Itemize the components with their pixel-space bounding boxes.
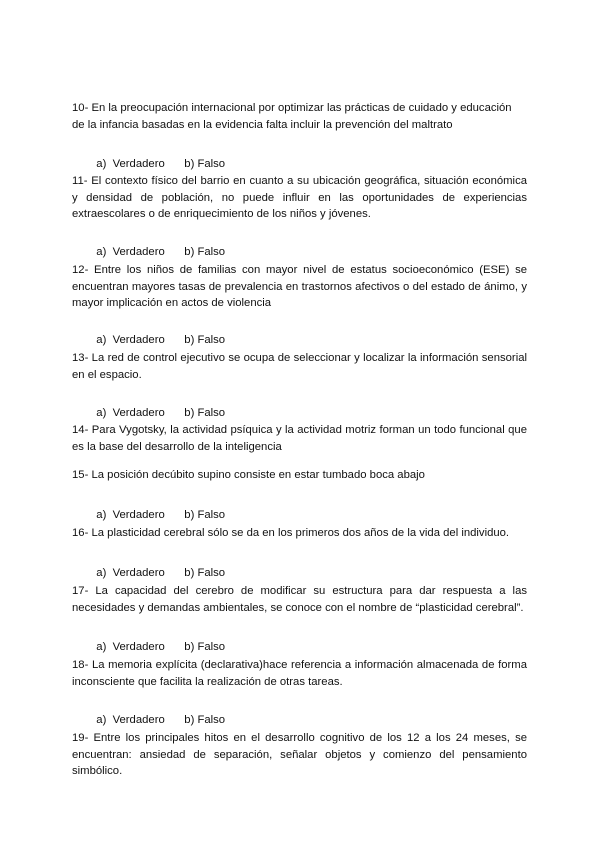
options-16 <box>90 555 225 579</box>
option-true[interactable]: a) Verdadero <box>96 158 165 170</box>
option-true[interactable]: a) Verdadero <box>96 334 165 346</box>
option-false[interactable]: b) Falso <box>184 334 226 346</box>
options-11 <box>90 234 225 258</box>
question-14: 14- Para Vygotsky, la actividad psíquica y la actividad motriz forman un todo funcional que es la base del desarrollo de la inteligencia <box>72 424 527 453</box>
option-true[interactable]: a) Verdadero <box>96 246 165 258</box>
question-11: 11- El contexto físico del barrio en cuanto a su ubicación geográfica, situación económica y densidad de población, no puede influir en las oportunidades de experiencias extraescolares o de enriquecimiento de los niños y jóvenes. <box>72 175 527 220</box>
option-true[interactable]: a) Verdadero <box>96 714 165 726</box>
question-15: 15- La posición decúbito supino consiste en estar tumbado boca abajo <box>72 469 425 481</box>
option-false[interactable]: b) Falso <box>184 407 226 419</box>
question-18: 18- La memoria explícita (declarativa)hace referencia a información almacenada de forma inconsciente que facilita la realización de otras tareas. <box>72 659 527 688</box>
option-true[interactable]: a) Verdadero <box>96 509 165 521</box>
options-10 <box>90 146 225 170</box>
question-12: 12- Entre los niños de familias con mayor nivel de estatus socioeconómico (ESE) se encuentran mayores tasas de prevalencia en trastornos afectivos o del estado de ánimo, y mayor implicación en actos de violencia <box>72 264 527 309</box>
question-13: 13- La red de control ejecutivo se ocupa de seleccionar y localizar la información sensorial en el espacio. <box>72 352 527 381</box>
option-true[interactable]: a) Verdadero <box>96 407 165 419</box>
options-17 <box>90 629 225 653</box>
question-10: 10- En la preocupación internacional por optimizar las prácticas de cuidado y educación de la infancia basadas en la evidencia falta incluir la prevención del maltrato <box>72 102 512 131</box>
question-17: 17- La capacidad del cerebro de modificar su estructura para dar respuesta a las necesidades y demandas ambientales, se conoce con el nombre de “plasticidad cerebral”. <box>72 585 527 614</box>
options-12 <box>90 322 225 346</box>
option-false[interactable]: b) Falso <box>184 714 226 726</box>
option-false[interactable]: b) Falso <box>184 567 226 579</box>
option-false[interactable]: b) Falso <box>184 158 226 170</box>
options-18 <box>90 702 225 726</box>
option-false[interactable]: b) Falso <box>184 509 226 521</box>
option-false[interactable]: b) Falso <box>184 641 226 653</box>
options-13 <box>90 395 225 419</box>
option-true[interactable]: a) Verdadero <box>96 641 165 653</box>
question-16: 16- La plasticidad cerebral sólo se da en los primeros dos años de la vida del individuo. <box>72 527 510 539</box>
question-19: 19- Entre los principales hitos en el desarrollo cognitivo de los 12 a los 24 meses, se encuentran: ansiedad de separación, señalar objetos y comienzo del pensamiento simbólico. <box>72 732 527 777</box>
option-false[interactable]: b) Falso <box>184 246 226 258</box>
option-true[interactable]: a) Verdadero <box>96 567 165 579</box>
options-15 <box>90 497 225 521</box>
